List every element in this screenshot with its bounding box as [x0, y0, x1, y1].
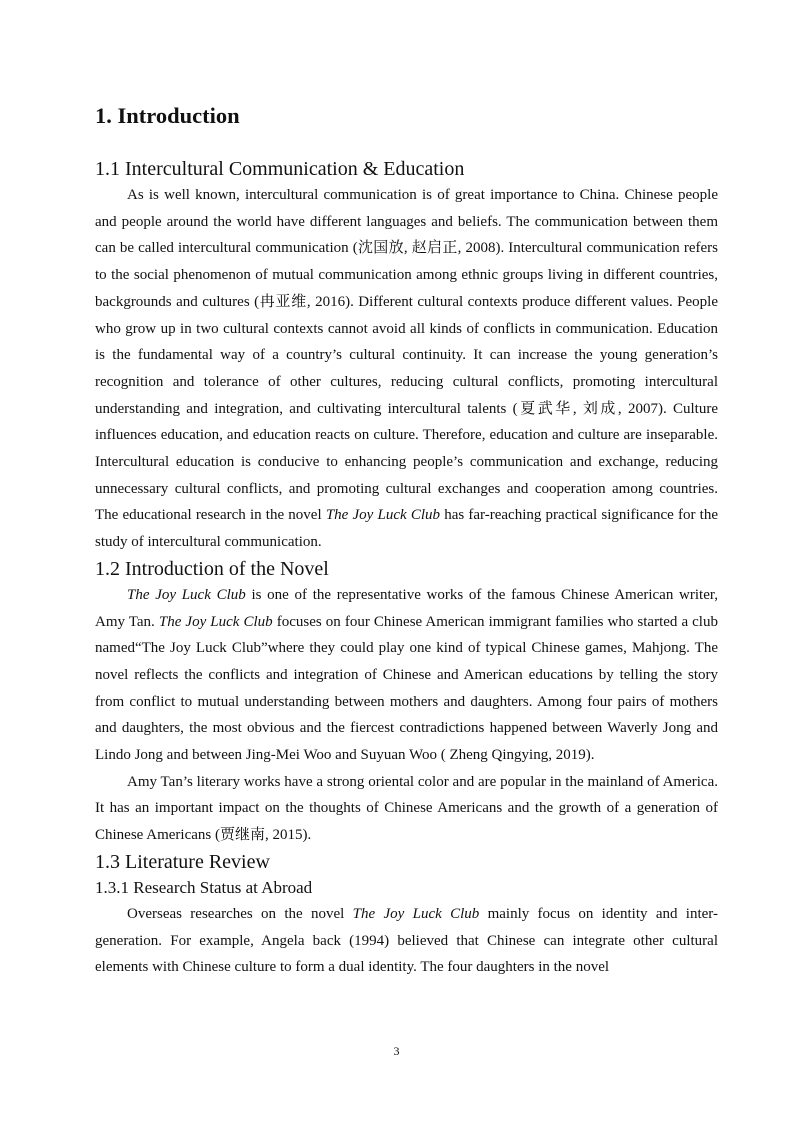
paragraph-1-2-b: Amy Tan’s literary works have a strong oriental color and are popular in the mainland of America. It has an important impact on the thoughts of Chinese Americans and the growth of a generation of Chinese Americans (贾继南, 2015).: [95, 773, 718, 844]
paragraph-text: Overseas researches on the novel: [127, 905, 353, 922]
novel-title: The Joy Luck Club: [127, 586, 246, 603]
novel-title: The Joy Luck Club: [352, 905, 480, 922]
page-number: 3: [393, 1044, 400, 1058]
paragraph-1-3-1: [95, 901, 718, 981]
paragraph-1-2-a: [95, 582, 718, 769]
paragraph-text: has far-reaching practical significance for the study of intercultural communication.: [95, 507, 719, 551]
paragraph-text: As is well known, intercultural communication is of great importance to China. Chinese people and people around the world have different languages and beliefs. The communication between them can be called intercultural communication (沈国放, 赵启正, 2008). Intercultural communication refers to the social phenomenon of mutual communication among ethnic groups living in different countries, backgrounds and cultures (冉亚维, 2016). Different cultural contexts produce different values. People who grow up in two cultural contexts cannot avoid all kinds of conflicts in communication. Education is the fundamental way of a country’s cultural continuity. It can increase the young generation’s recognition and tolerance of other cultures, reducing cultural conflicts, promoting intercultural understanding and integration, and cultivating intercultural talents (夏武华, 刘成, 2007). Culture influences education, and education reacts on culture. Therefore, education and culture are inseparable. Intercultural education is conducive to enhancing people’s communication and exchange, reducing unnecessary cultural conflicts, and promoting cultural exchanges and cooperation among countries. The educational research in the novel: [95, 187, 718, 524]
novel-title: The Joy Luck Club: [325, 507, 441, 524]
section-heading-1-3: 1.3 Literature Review: [95, 850, 270, 873]
paragraph-text: focuses on four Chinese American immigrant families who started a club named“The Joy Luck Club”where they could play one kind of typical Chinese games, Mahjong. The novel reflects the conflicts and integration of Chinese and American educations by telling the story from conflict to mutual understanding between mothers and daughters. Among four pairs of mothers and daughters, the most obvious and the fiercest contradictions happened between Waverly Jong and Lindo Jong and between Jing-Mei Woo and Suyuan Woo ( Zheng Qingying, 2019).: [95, 613, 718, 764]
paragraph-text: is one of the representative works of the famous Chinese American writer, Amy Tan.: [95, 586, 718, 630]
novel-title: The Joy Luck Club: [158, 613, 273, 630]
section-heading-1-1: 1.1 Intercultural Communication & Education: [95, 158, 465, 180]
section-heading-1-2: 1.2 Introduction of the Novel: [95, 557, 329, 580]
chapter-heading: 1. Introduction: [95, 103, 240, 128]
paragraph-1-1: [95, 182, 718, 556]
paragraph-text: mainly focus on identity and inter-generation. For example, Angela back (1994) believed that Chinese can integrate other cultural elements with Chinese culture to form a dual identity. The four daughters in the novel: [95, 905, 718, 976]
page-content: [95, 98, 718, 981]
subsection-heading-1-3-1: 1.3.1 Research Status at Abroad: [95, 877, 313, 897]
